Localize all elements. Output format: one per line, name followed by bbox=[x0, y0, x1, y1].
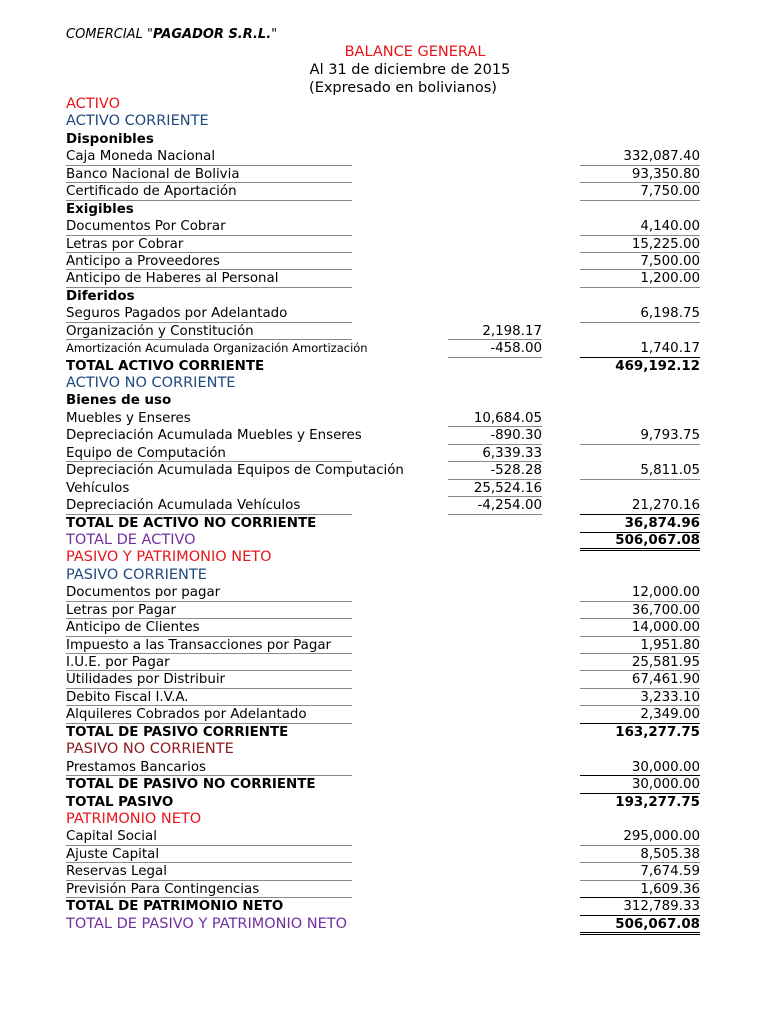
report-date: Al 31 de diciembre de 2015 bbox=[309, 62, 511, 78]
table-row bbox=[0, 637, 768, 654]
row-label: ACTIVO bbox=[66, 96, 120, 112]
row-label: Impuesto a las Transacciones por Pagar bbox=[66, 637, 332, 653]
row-label: Seguros Pagados por Adelantado bbox=[66, 306, 288, 322]
row-label: TOTAL DE PATRIMONIO NETO bbox=[66, 899, 284, 915]
table-row bbox=[0, 898, 768, 915]
row-label: Utilidades por Distribuir bbox=[66, 672, 226, 688]
row-amount: 9,793.75 bbox=[640, 428, 700, 444]
row-amount: 67,461.90 bbox=[631, 672, 700, 688]
row-label: Documentos Por Cobrar bbox=[66, 219, 226, 235]
row-amount: 15,225.00 bbox=[631, 236, 700, 252]
table-row bbox=[0, 218, 768, 235]
table-row bbox=[0, 410, 768, 427]
row-label: Letras por Cobrar bbox=[66, 236, 184, 252]
table-row bbox=[0, 811, 768, 828]
row-label: Letras por Pagar bbox=[66, 602, 177, 618]
table-row bbox=[0, 445, 768, 462]
row-amount: 7,500.00 bbox=[640, 253, 700, 269]
row-label: Organización y Constitución bbox=[66, 323, 254, 339]
row-label: TOTAL DE ACTIVO bbox=[66, 531, 196, 548]
row-amount: 6,198.75 bbox=[640, 306, 700, 322]
row-amount: 1,609.36 bbox=[640, 881, 700, 897]
company-name: COMERCIAL "PAGADOR S.R.L." bbox=[66, 27, 278, 42]
table-row bbox=[0, 567, 768, 584]
row-label: TOTAL DE ACTIVO NO CORRIENTE bbox=[66, 515, 317, 531]
row-label: Disponibles bbox=[66, 131, 154, 147]
row-partial-amount: -4,254.00 bbox=[477, 498, 542, 514]
row-amount: 25,581.95 bbox=[631, 655, 700, 670]
table-row bbox=[0, 515, 768, 532]
row-label: TOTAL DE PASIVO NO CORRIENTE bbox=[66, 777, 316, 793]
total-double-underline bbox=[580, 932, 700, 935]
row-label: Amortización Acumulada Organización Amortización bbox=[66, 341, 368, 356]
row-label: Diferidos bbox=[66, 288, 135, 304]
row-partial-amount: 2,198.17 bbox=[482, 323, 542, 339]
row-label: Vehículos bbox=[66, 480, 130, 496]
row-label: TOTAL DE PASIVO CORRIENTE bbox=[66, 724, 289, 740]
table-row bbox=[0, 113, 768, 130]
report-currency-note: (Expresado en bolivianos) bbox=[309, 80, 497, 96]
row-amount: 36,700.00 bbox=[631, 602, 700, 618]
row-amount: 469,192.12 bbox=[615, 358, 700, 374]
table-row bbox=[0, 654, 768, 671]
total-overline bbox=[580, 532, 700, 533]
row-label: Certificado de Aportación bbox=[66, 184, 237, 200]
table-row bbox=[0, 602, 768, 619]
row-amount: 7,674.59 bbox=[640, 864, 700, 880]
row-label: Depreciación Acumulada Vehículos bbox=[66, 498, 301, 514]
row-label: Capital Social bbox=[66, 829, 157, 845]
row-label: Ajuste Capital bbox=[66, 846, 160, 862]
row-amount: 5,811.05 bbox=[640, 463, 700, 479]
row-amount: 21,270.16 bbox=[631, 498, 700, 514]
table-row bbox=[0, 288, 768, 305]
row-label: PASIVO Y PATRIMONIO NETO bbox=[66, 549, 272, 566]
table-row bbox=[0, 480, 768, 497]
table-row bbox=[0, 584, 768, 601]
table-row bbox=[0, 671, 768, 688]
table-row bbox=[0, 305, 768, 322]
table-row bbox=[0, 759, 768, 776]
row-label: Anticipo de Clientes bbox=[66, 620, 200, 636]
row-label: PASIVO CORRIENTE bbox=[66, 566, 207, 583]
row-amount: 14,000.00 bbox=[631, 620, 700, 636]
row-amount: 30,000.00 bbox=[631, 777, 700, 793]
table-row bbox=[0, 741, 768, 758]
row-label: Debito Fiscal I.V.A. bbox=[66, 689, 189, 705]
balance-sheet-table bbox=[0, 96, 768, 933]
table-row bbox=[0, 776, 768, 793]
row-amount: 3,233.10 bbox=[640, 689, 700, 705]
row-label: PATRIMONIO NETO bbox=[66, 810, 202, 827]
row-amount: 163,277.75 bbox=[615, 724, 700, 740]
table-row bbox=[0, 462, 768, 479]
row-label: TOTAL ACTIVO CORRIENTE bbox=[66, 358, 265, 374]
table-row bbox=[0, 358, 768, 375]
table-row bbox=[0, 148, 768, 165]
row-label: Anticipo a Proveedores bbox=[66, 253, 220, 269]
row-label: I.U.E. por Pagar bbox=[66, 655, 170, 670]
table-row bbox=[0, 881, 768, 898]
row-label: Reservas Legal bbox=[66, 864, 167, 880]
row-partial-amount: 10,684.05 bbox=[473, 410, 542, 426]
row-label: Depreciación Acumulada Equipos de Computación bbox=[66, 463, 404, 479]
row-partial-amount: 25,524.16 bbox=[473, 480, 542, 496]
table-row bbox=[0, 201, 768, 218]
table-row bbox=[0, 706, 768, 723]
table-row bbox=[0, 131, 768, 148]
table-row bbox=[0, 549, 768, 566]
row-amount: 506,067.08 bbox=[615, 532, 700, 548]
table-row bbox=[0, 619, 768, 636]
row-partial-amount: -458.00 bbox=[490, 341, 542, 357]
row-amount: 193,277.75 bbox=[615, 794, 700, 810]
row-amount: 2,349.00 bbox=[640, 707, 700, 723]
row-amount: 93,350.80 bbox=[631, 166, 700, 182]
table-row bbox=[0, 183, 768, 200]
row-label: Previsión Para Contingencias bbox=[66, 881, 260, 897]
row-label: Equipo de Computación bbox=[66, 445, 226, 461]
report-title: BALANCE GENERAL bbox=[344, 44, 486, 60]
row-label: Bienes de uso bbox=[66, 393, 172, 409]
table-row bbox=[0, 846, 768, 863]
row-amount: 332,087.40 bbox=[623, 149, 700, 165]
row-label: TOTAL DE PASIVO Y PATRIMONIO NETO bbox=[66, 915, 348, 932]
table-row bbox=[0, 863, 768, 880]
row-amount: 312,789.33 bbox=[623, 899, 700, 915]
row-amount: 7,750.00 bbox=[640, 184, 700, 200]
row-label: Caja Moneda Nacional bbox=[66, 149, 216, 165]
table-row bbox=[0, 340, 768, 357]
row-amount: 506,067.08 bbox=[615, 916, 700, 932]
table-row bbox=[0, 532, 768, 549]
row-label: Anticipo de Haberes al Personal bbox=[66, 271, 279, 287]
row-amount: 8,505.38 bbox=[640, 846, 700, 862]
row-amount: 1,951.80 bbox=[640, 637, 700, 653]
table-row bbox=[0, 724, 768, 741]
row-partial-amount: -890.30 bbox=[490, 428, 542, 444]
row-label: Banco Nacional de Bolivia bbox=[66, 166, 240, 182]
table-row bbox=[0, 270, 768, 287]
table-row bbox=[0, 96, 768, 113]
table-row bbox=[0, 375, 768, 392]
table-row bbox=[0, 253, 768, 270]
table-row bbox=[0, 497, 768, 514]
row-label: Prestamos Bancarios bbox=[66, 759, 207, 775]
row-label: Exigibles bbox=[66, 201, 134, 217]
row-partial-amount: 6,339.33 bbox=[482, 445, 542, 461]
row-amount: 4,140.00 bbox=[640, 219, 700, 235]
row-label: TOTAL PASIVO bbox=[66, 794, 174, 810]
table-row bbox=[0, 427, 768, 444]
row-label: Muebles y Enseres bbox=[66, 410, 191, 426]
row-label: Depreciación Acumulada Muebles y Enseres bbox=[66, 428, 362, 444]
row-amount: 295,000.00 bbox=[623, 829, 700, 845]
row-amount: 36,874.96 bbox=[624, 515, 700, 531]
table-row bbox=[0, 689, 768, 706]
row-amount: 12,000.00 bbox=[631, 585, 700, 601]
row-label: PASIVO NO CORRIENTE bbox=[66, 741, 234, 758]
row-amount: 30,000.00 bbox=[631, 759, 700, 775]
row-amount: 1,740.17 bbox=[640, 341, 700, 357]
row-label: ACTIVO CORRIENTE bbox=[66, 113, 209, 130]
table-row bbox=[0, 794, 768, 811]
table-row bbox=[0, 166, 768, 183]
table-row bbox=[0, 392, 768, 409]
row-label: Alquileres Cobrados por Adelantado bbox=[66, 707, 307, 723]
row-label: Documentos por pagar bbox=[66, 585, 221, 601]
row-partial-amount: -528.28 bbox=[490, 463, 542, 479]
row-label: ACTIVO NO CORRIENTE bbox=[66, 375, 236, 391]
row-amount: 1,200.00 bbox=[640, 271, 700, 287]
table-row bbox=[0, 323, 768, 340]
table-row bbox=[0, 828, 768, 845]
table-row bbox=[0, 916, 768, 933]
table-row bbox=[0, 236, 768, 253]
